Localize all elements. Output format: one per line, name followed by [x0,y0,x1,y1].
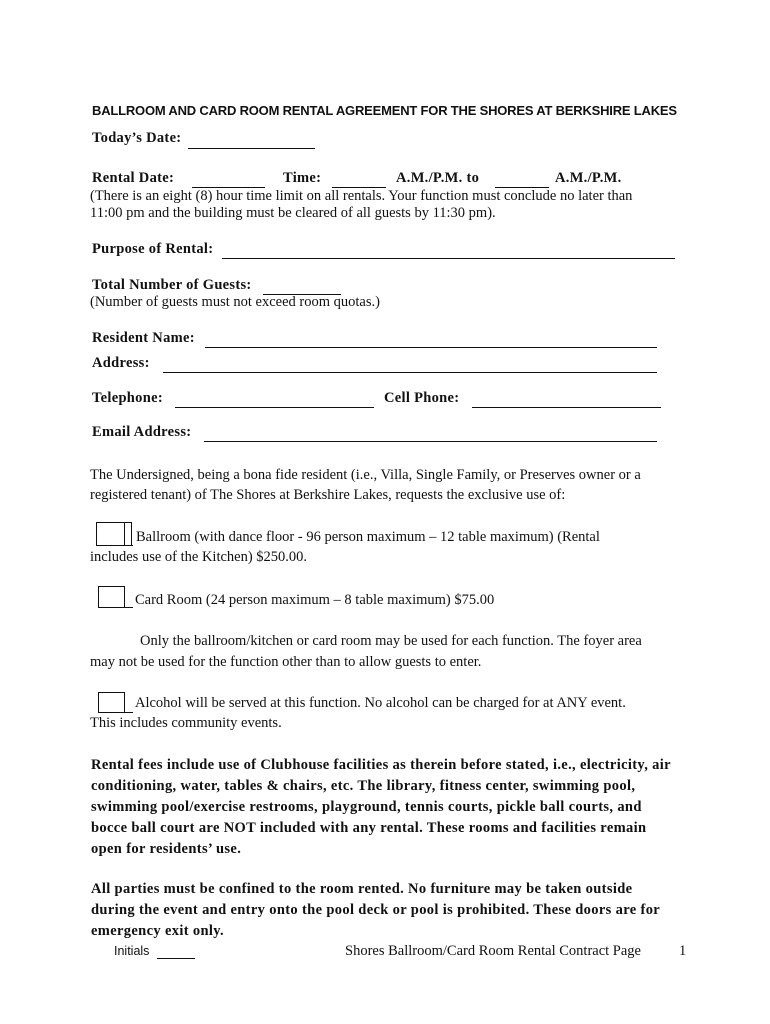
only-line-2: may not be used for the function other than to allow guests to enter. [90,654,482,670]
fees-line-3: swimming pool/exercise restrooms, playground, tennis courts, pickle ball courts, and [91,799,642,815]
time-limit-note-2: 11:00 pm and the building must be cleared of all guests by 11:30 pm). [90,205,496,221]
footer-initials-field[interactable] [157,958,195,959]
cell-phone-field[interactable] [472,407,661,408]
ballroom-checkbox-extra [123,522,132,545]
purpose-label: Purpose of Rental: [92,241,214,257]
todays-date-field[interactable] [188,148,315,149]
card-room-option: Card Room (24 person maximum – 8 table maximum) $75.00 [135,592,495,608]
ballroom-option-line-1: Ballroom (with dance floor - 96 person maximum – 12 table maximum) (Rental [136,529,600,545]
ballroom-checkbox-underline [96,545,133,546]
alcohol-line-1: Alcohol will be served at this function. No alcohol can be charged for at ANY event. [135,695,626,711]
email-field[interactable] [204,441,657,442]
address-field[interactable] [163,372,657,373]
address-label: Address: [92,355,150,371]
parties-line-3: emergency exit only. [91,923,225,939]
time-limit-note-1: (There is an eight (8) hour time limit on all rentals. Your function must conclude no later than [90,188,633,204]
parties-line-1: All parties must be confined to the room rented. No furniture may be taken outside [91,881,633,897]
only-line-1: Only the ballroom/kitchen or card room may be used for each function. The foyer area [140,633,642,649]
time-label: Time: [283,170,322,186]
parties-line-2: during the event and entry onto the pool deck or pool is prohibited. These doors are for [91,902,661,918]
footer-page-number: 1 [679,943,687,959]
undersigned-line-1: The Undersigned, being a bona fide resident (i.e., Villa, Single Family, or Preserves owner or a [90,467,641,483]
fees-line-5: open for residents’ use. [91,841,242,857]
card-room-checkbox-underline [98,607,133,608]
guests-note: (Number of guests must not exceed room quotas.) [90,294,380,310]
card-room-checkbox[interactable] [98,586,125,608]
fees-line-1: Rental fees include use of Clubhouse facilities as therein before stated, i.e., electricity, air [91,757,671,773]
fees-line-2: conditioning, water, tables & chairs, etc. The library, fitness center, swimming pool, [91,778,636,794]
telephone-label: Telephone: [92,390,163,406]
ballroom-checkbox[interactable] [96,522,125,545]
alcohol-line-2: This includes community events. [90,715,282,731]
ampm-to-label: A.M./P.M. to [396,170,480,186]
telephone-field[interactable] [175,407,374,408]
guests-label: Total Number of Guests: [92,277,252,293]
footer-initials-label: Initials [114,944,150,958]
ampm-end-label: A.M./P.M. [555,170,622,186]
email-label: Email Address: [92,424,192,440]
fees-line-4: bocce ball court are NOT included with any rental. These rooms and facilities remain [91,820,647,836]
document-title: BALLROOM AND CARD ROOM RENTAL AGREEMENT FOR THE SHORES AT BERKSHIRE LAKES [92,103,677,118]
purpose-field[interactable] [222,258,675,259]
resident-name-field[interactable] [205,347,657,348]
cell-phone-label: Cell Phone: [384,390,460,406]
footer-contract-title: Shores Ballroom/Card Room Rental Contract Page [345,943,641,959]
todays-date-label: Today’s Date: [92,130,182,146]
resident-name-label: Resident Name: [92,330,195,346]
undersigned-line-2: registered tenant) of The Shores at Berkshire Lakes, requests the exclusive use of: [90,487,566,503]
rental-date-label: Rental Date: [92,170,175,186]
ballroom-option-line-2: includes use of the Kitchen) $250.00. [90,549,308,565]
alcohol-checkbox[interactable] [98,692,125,713]
alcohol-checkbox-underline [98,712,133,713]
